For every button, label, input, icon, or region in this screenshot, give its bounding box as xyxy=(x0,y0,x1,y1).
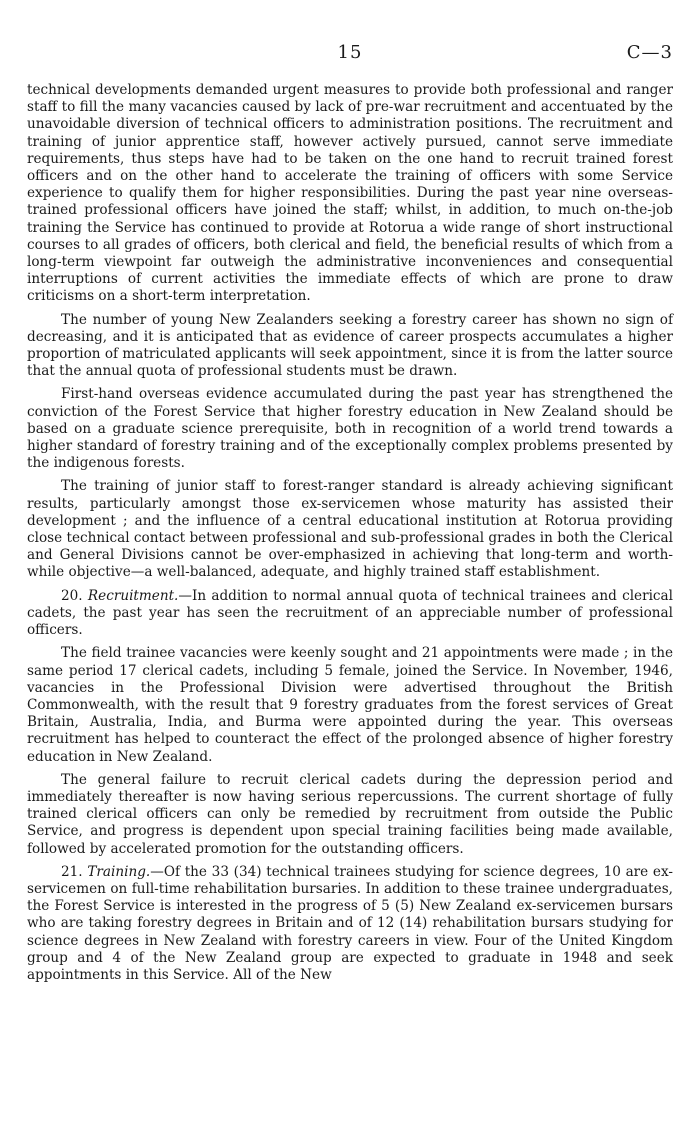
paragraph: technical developments demanded urgent measures to provide both professional and ranger staff to fill the many vacancies caused by lack of pre-war recruitment and accentuated by the unavoidable diversion of technical officers to administration positions. The recruitment and training of junior apprentice staff, however actively pursued, cannot serve immediate requirements, thus steps have had to be taken on the one hand to recruit trained forest officers and on the other hand to accelerate the training of officers with some Service experience to qualify them for higher responsibilities. During the past year nine overseas-trained professional officers have joined the staff; whilst, in addition, to much on-the-job training the Service has continued to provide at Rotorua a wide range of short instructional courses to all grades of officers, both clerical and field, the beneficial results of which from a long-term viewpoint far outweigh the administrative inconveniences and consequential interruptions of current activities the immediate effects of which are prone to draw criticisms on a short-term interpretation. xyxy=(27,82,673,305)
section-paragraph-recruitment: 20. Recruitment.—In addition to normal annual quota of technical trainees and clerical cadets, the past year has seen the recruitment of an appreciable number of professional officers. xyxy=(27,587,673,639)
paragraph: The number of young New Zealanders seeking a forestry career has shown no sign of decreasing, and it is anticipated that as evidence of career prospects accumulates a higher proportion of matriculated applicants will seek appointment, since it is from the latter source that the annual quota of professional students must be drawn. xyxy=(27,311,673,380)
section-title: Training. xyxy=(87,863,151,880)
paragraph: The field trainee vacancies were keenly sought and 21 appointments were made ; in the same period 17 clerical cadets, including 5 female, joined the Service. In November, 1946, vacancies in the Professional Division were advertised throughout the British Commonwealth, with the result that 9 forestry graduates from the forest services of Great Britain, Australia, India, and Burma were appointed during the year. This overseas recruitment has helped to counteract the effect of the prolonged absence of higher forestry education in New Zealand. xyxy=(27,645,673,765)
paragraph: The general failure to recruit clerical cadets during the depression period and immediately thereafter is now having serious repercussions. The current shortage of fully trained clerical officers can only be remedied by recruitment from outside the Public Service, and progress is dependent upon special training facilities being made available, followed by accelerated promotion for the outstanding officers. xyxy=(27,771,673,857)
paragraph: First-hand overseas evidence accumulated during the past year has strengthened the conviction of the Forest Service that higher forestry education in New Zealand should be based on a graduate science prerequisite, both in recognition of a world trend towards a higher standard of forestry training and of the exceptionally complex problems presented by the indigenous forests. xyxy=(27,386,673,472)
paragraph: The training of junior staff to forest-ranger standard is already achieving significant results, particularly amongst those ex-servicemen whose maturity has assisted their development ; and the influence of a central educational institution at Rotorua providing close technical contact between professional and sub-professional grades in both the Clerical and General Divisions cannot be over-emphasized in achieving that long-term and worth-while objective—a well-balanced, adequate, and highly trained staff establishment. xyxy=(27,478,673,581)
section-number: 21. xyxy=(61,863,83,880)
section-paragraph-training: 21. Training.—Of the 33 (34) technical trainees studying for science degrees, 10 are ex-servicemen on full-time rehabilitation bursaries. In addition to these trainee undergraduates, the Forest Service is interested in the progress of 5 (5) New Zealand ex-servicemen bursars who are taking forestry degrees in Britain and of 12 (14) rehabilitation bursars studying for science degrees in New Zealand with forestry careers in view. Four of the United Kingdom group and 4 of the New Zealand group are expected to graduate in 1948 and seek appointments in this Service. All of the New xyxy=(27,863,673,983)
section-title: Recruitment. xyxy=(87,587,179,604)
section-number: 20. xyxy=(61,587,83,604)
body-text xyxy=(27,82,673,990)
page-number: 15 xyxy=(337,42,363,63)
document-code: C—3 xyxy=(626,42,673,63)
